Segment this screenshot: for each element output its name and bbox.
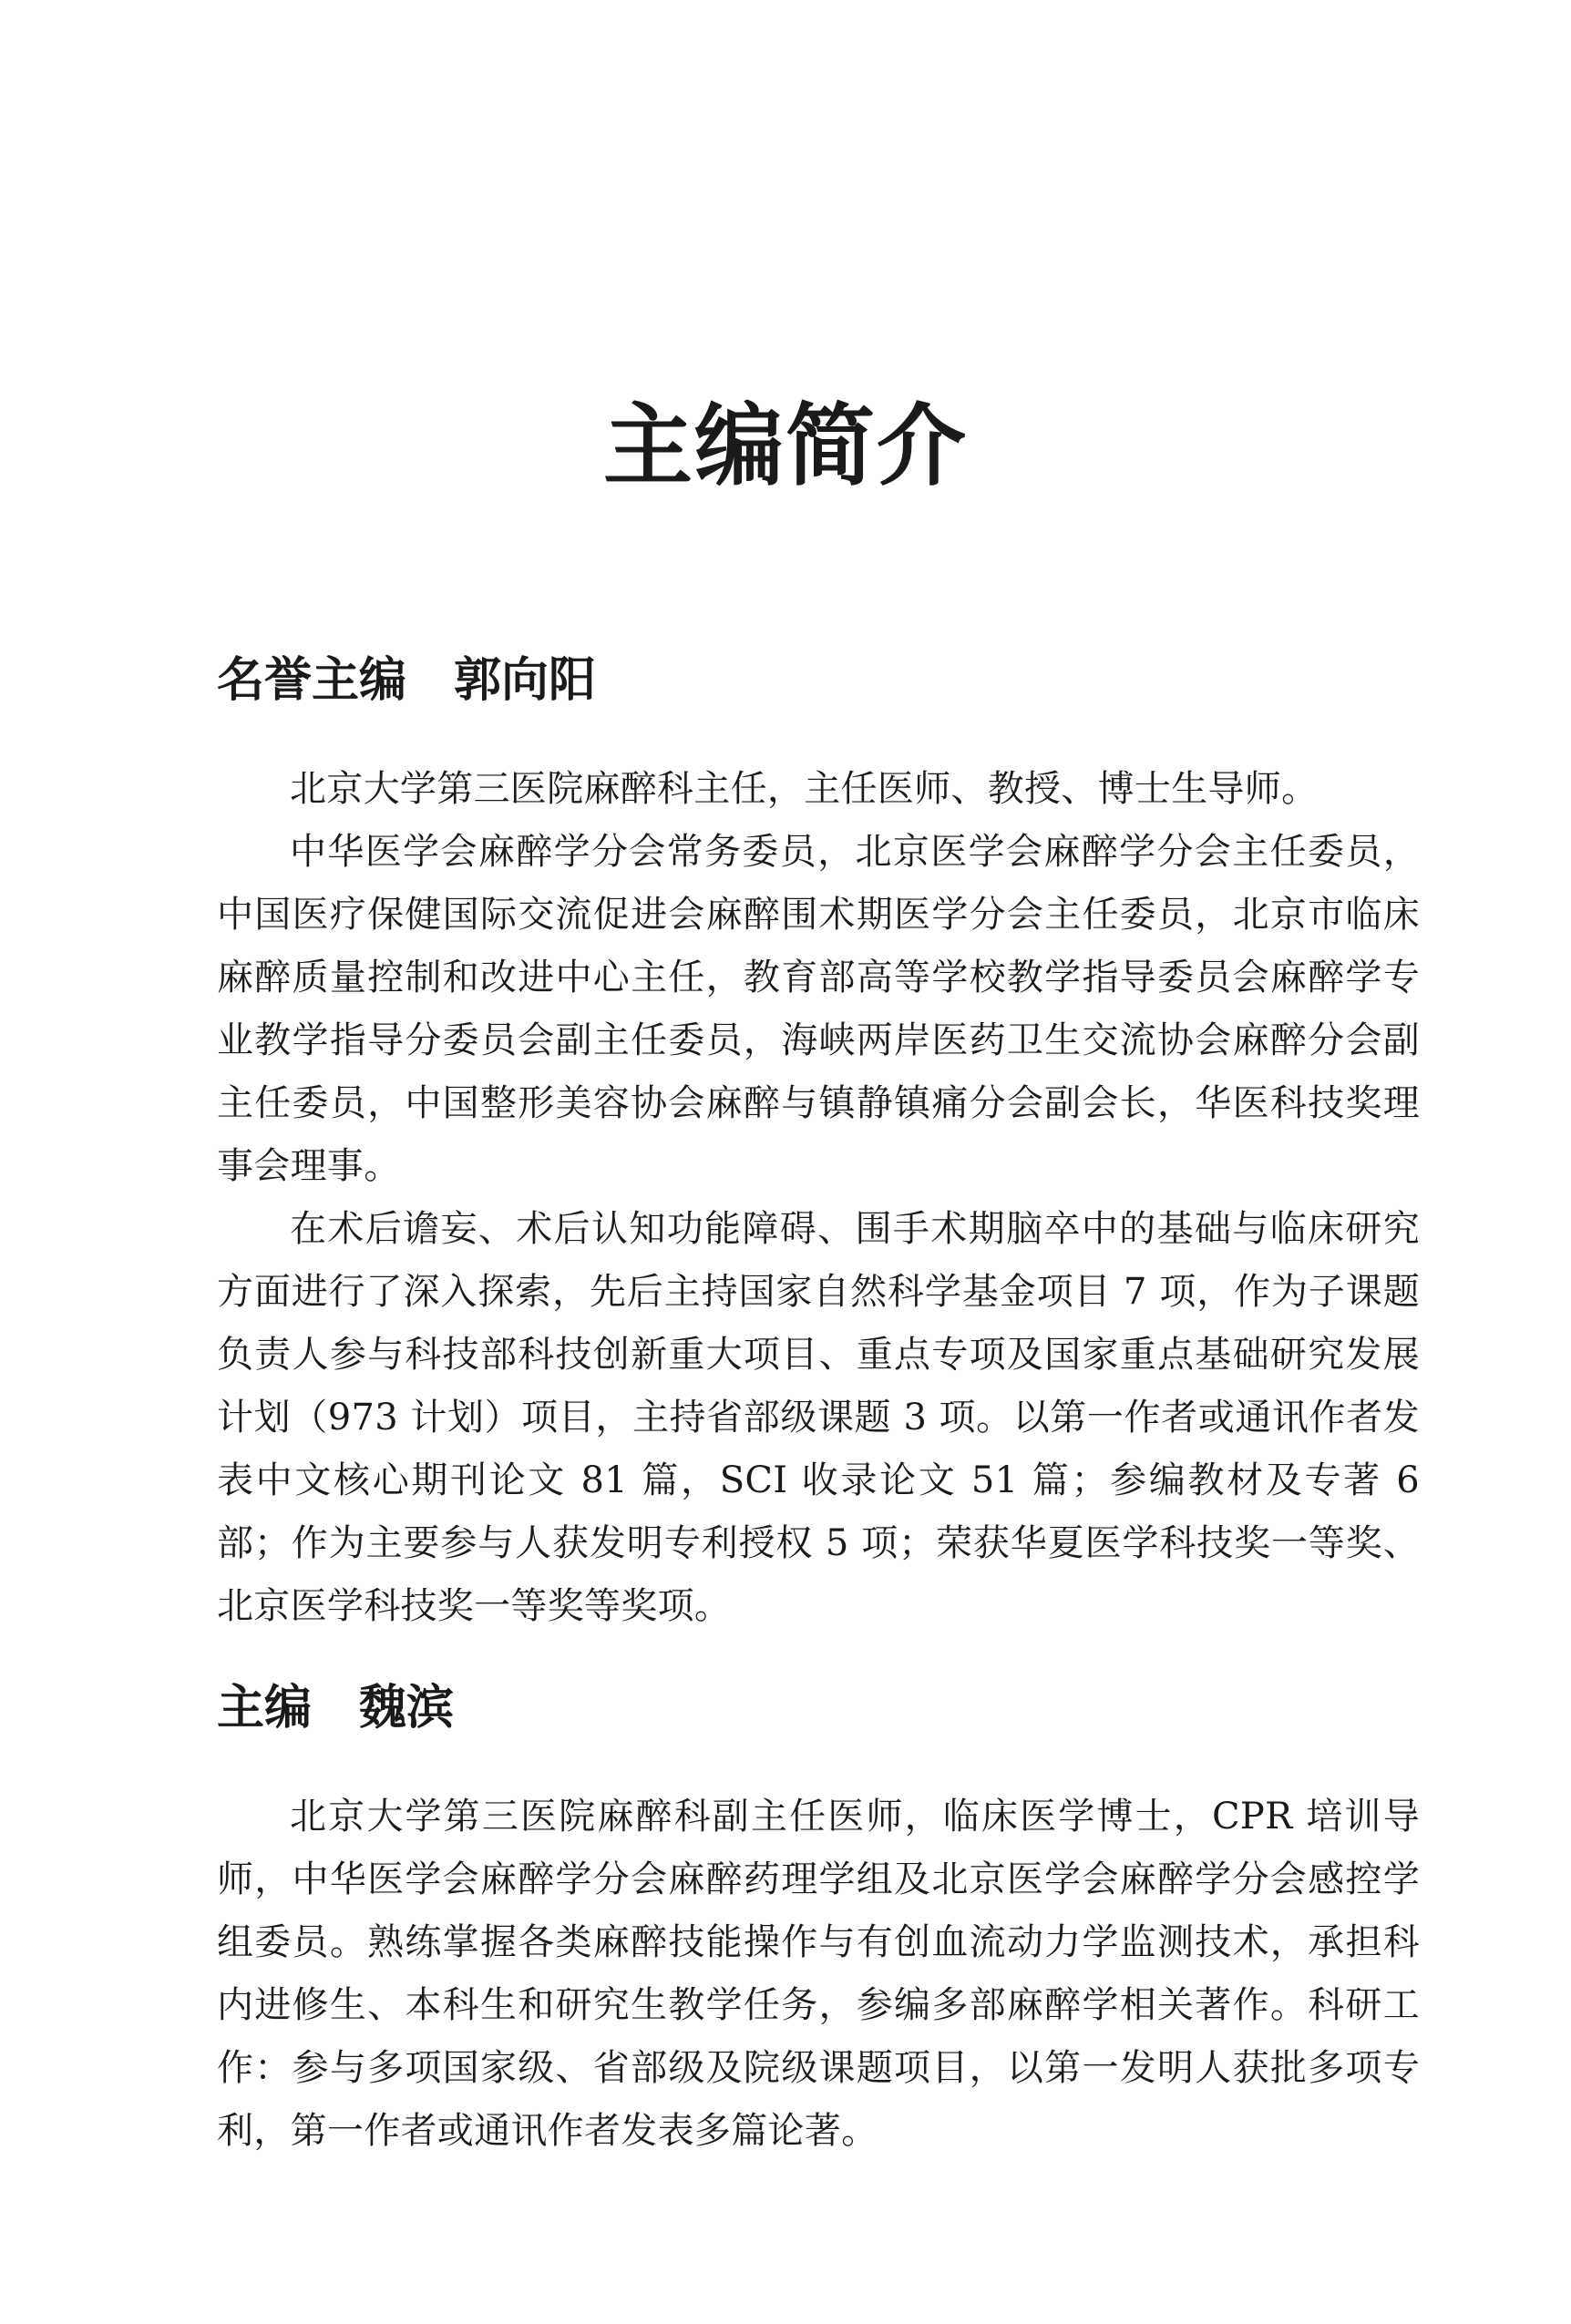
editor-heading [217, 1676, 1420, 1740]
bio-paragraph: 北京大学第三医院麻醉科副主任医师，临床医学博士，CPR 培训导师，中华医学会麻醉学分会麻醉药理学组及北京医学会麻醉学分会感控学组委员。熟练掌握各类麻醉技能操作与有创血流动力学监测技术，承担科内进修生、本科生和研究生教学任务，参编多部麻醉学相关著作。科研工作：参与多项国家级、省部级及院级课题项目，以第一发明人获批多项专利，第一作者或通讯作者发表多篇论著。 [217, 1796, 1420, 2152]
page-title: 主编简介 [602, 394, 968, 498]
editor-section-chief [217, 1676, 1420, 2163]
editor-name: 魏滨 [359, 1681, 455, 1735]
bio-paragraph: 中华医学会麻醉学分会常务委员，北京医学会麻醉学分会主任委员，中国医疗保健国际交流促进会麻醉围术期医学分会主任委员，北京市临床麻醉质量控制和改进中心主任，教育部高等学校教学指导委员会麻醉学专业教学指导分委员会副主任委员，海峡两岸医药卫生交流协会麻醉分会副主任委员，中国整形美容协会麻醉与镇静镇痛分会副会长，华医科技奖理事会理事。 [217, 831, 1420, 1187]
editor-role: 主编 [217, 1681, 313, 1735]
editor-name: 郭向阳 [454, 653, 597, 708]
editor-role: 名誉主编 [217, 653, 407, 708]
bio-paragraph: 在术后谵妄、术后认知功能障碍、围手术期脑卒中的基础与临床研究方面进行了深入探索，先后主持国家自然科学基金项目 7 项，作为子课题负责人参与科技部科技创新重大项目、重点专项及国家重点基础研究发展计划（973 计划）项目，主持省部级课题 3 项。以第一作者或通讯作者发表中文核心期刊论文 81 篇，SCI 收录论文 51 篇；参编教材及专著 6 部；作为主要参与人获发明专利授权 5 项；荣获华夏医学科技奖一等奖、北京医学科技奖一等奖等奖项。 [217, 1208, 1420, 1627]
bio-paragraph: 北京大学第三医院麻醉科主任，主任医师、教授、博士生导师。 [290, 768, 1319, 810]
editor-heading [217, 649, 1420, 712]
editor-section-honorary [217, 649, 1420, 1638]
